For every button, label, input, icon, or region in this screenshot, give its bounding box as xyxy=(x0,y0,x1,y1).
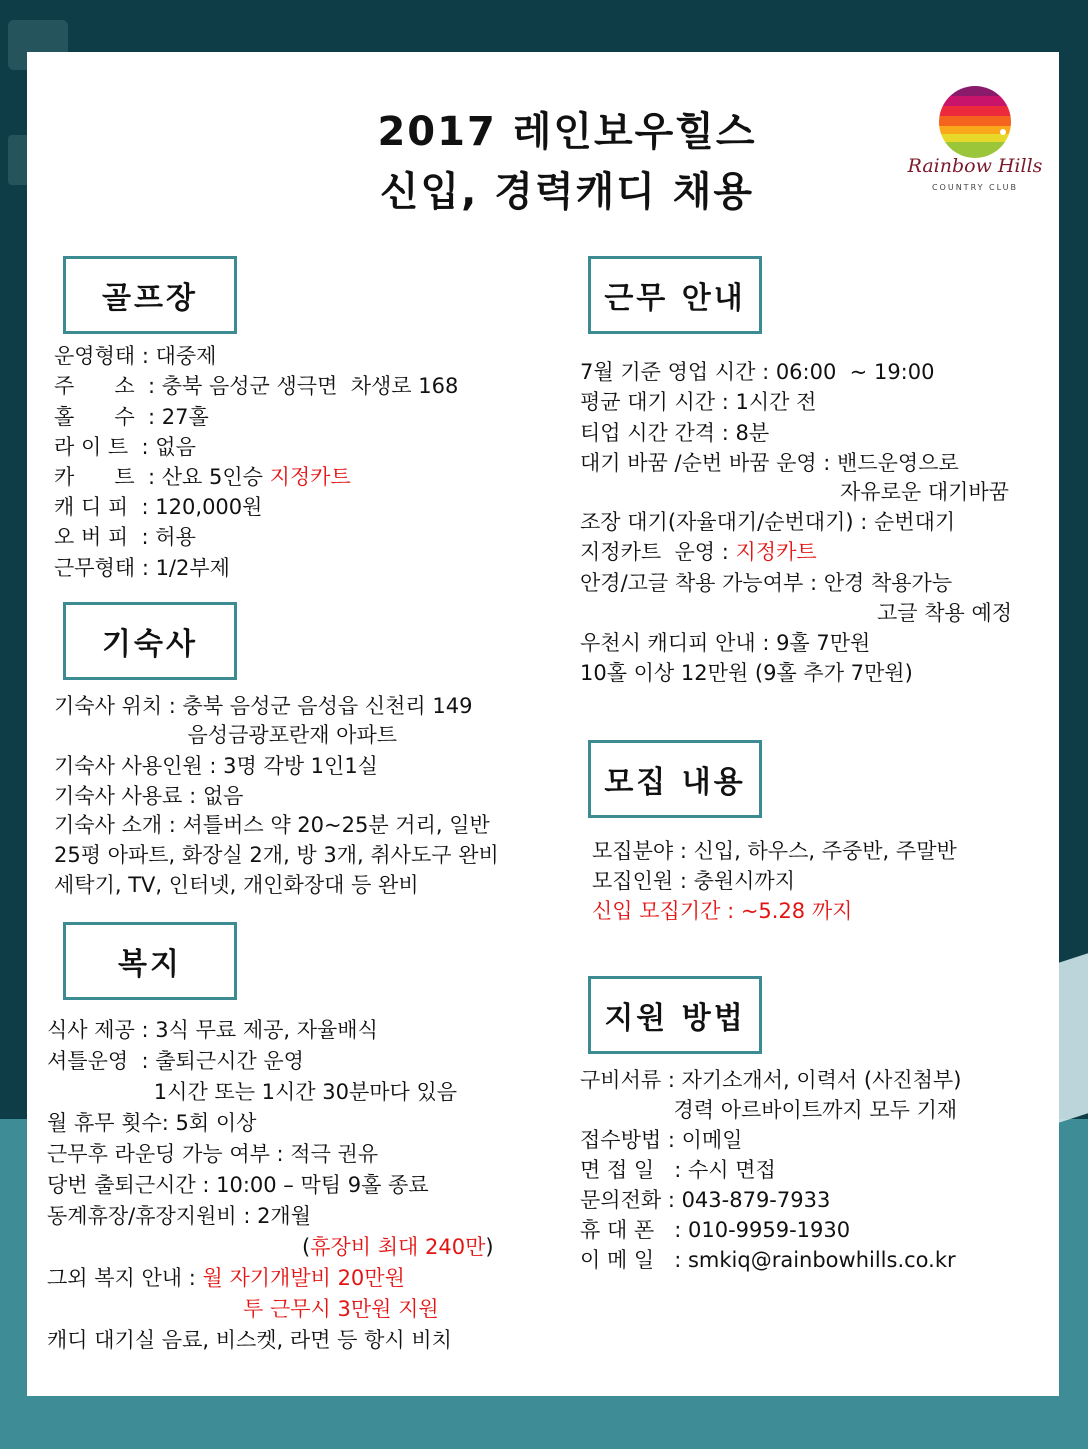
welfare-line: 셔틀운영 : 출퇴근시간 운영 xyxy=(47,1049,304,1073)
welfare-line: 식사 제공 : 3식 무료 제공, 자율배식 xyxy=(47,1018,378,1042)
work-line: 안경/고글 착용 가능여부 : 안경 착용가능 xyxy=(580,571,953,595)
apply-line: 구비서류 : 자기소개서, 이력서 (사진첨부) xyxy=(580,1068,962,1092)
welfare-line: 근무후 라운딩 가능 여부 : 적극 권유 xyxy=(47,1142,379,1166)
work-line: 평균 대기 시간 : 1시간 전 xyxy=(580,390,817,414)
welfare-line: 캐디 대기실 음료, 비스켓, 라면 등 항시 비치 xyxy=(47,1328,452,1352)
golf-line: 캐 디 피 : 120,000원 xyxy=(54,495,263,519)
work-line: 고글 착용 예정 xyxy=(877,601,1013,625)
note-paren: ) xyxy=(485,1235,494,1259)
golf-line: 홀 수 : 27홀 xyxy=(54,405,209,429)
golf-cart-highlight: 지정카트 xyxy=(269,465,351,489)
welfare-line: 1시간 또는 1시간 30분마다 있음 xyxy=(47,1080,458,1104)
welfare-other-label: 그외 복지 안내 : xyxy=(47,1266,203,1290)
recruit-line: 모집분야 : 신입, 하우스, 주중반, 주말반 xyxy=(592,839,957,863)
work-cart-label: 지정카트 운영 : xyxy=(580,540,736,564)
dorm-line: 기숙사 소개 : 셔틀버스 약 20~25분 거리, 일반 xyxy=(54,813,490,837)
apply-line: 휴 대 폰 : 010-9959-1930 xyxy=(580,1218,851,1242)
dorm-line: 기숙사 위치 : 충북 음성군 음성읍 신천리 149 xyxy=(54,694,473,718)
golf-line: 운영형태 : 대중제 xyxy=(54,344,217,368)
recruit-line: 모집인원 : 충원시까지 xyxy=(592,869,795,893)
poster-sheet xyxy=(27,52,1059,1396)
title-line-2: 신입, 경력캐디 채용 xyxy=(379,169,755,215)
golf-cart-text: 카 트 : 산요 5인승 xyxy=(54,465,270,489)
golf-line: 주 소 : 충북 음성군 생극면 차생로 168 xyxy=(54,374,459,398)
work-line: 우천시 캐디피 안내 : 9홀 7만원 xyxy=(580,631,871,655)
dorm-line: 기숙사 사용료 : 없음 xyxy=(54,784,244,808)
work-line-cart xyxy=(580,538,817,566)
section-heading-golf: 골프장 xyxy=(63,256,237,334)
section-heading-dorm: 기숙사 xyxy=(63,602,237,680)
work-line: 7월 기준 영업 시간 : 06:00 ~ 19:00 xyxy=(580,360,935,384)
golf-line: 오 버 피 : 허용 xyxy=(54,525,196,549)
work-cart-red: 지정카트 xyxy=(735,540,817,564)
dorm-line: 기숙사 사용인원 : 3명 각방 1인1실 xyxy=(54,754,378,778)
apply-line: 접수방법 : 이메일 xyxy=(580,1128,743,1152)
welfare-other-red1: 월 자기개발비 20만원 xyxy=(202,1266,405,1290)
logo-name: Rainbow Hills xyxy=(907,155,1043,177)
welfare-note-red: 휴장비 최대 240만 xyxy=(310,1235,486,1259)
work-line: 10홀 이상 12만원 (9홀 추가 7만원) xyxy=(580,661,913,685)
section-heading-work: 근무 안내 xyxy=(588,256,762,334)
title-line-1: 2017 레인보우힐스 xyxy=(377,109,757,155)
work-line: 대기 바꿈 /순번 바꿈 운영 : 밴드운영으로 xyxy=(580,451,959,475)
dorm-line: 세탁기, TV, 인터넷, 개인화장대 등 완비 xyxy=(54,873,419,897)
welfare-line: 당번 출퇴근시간 : 10:00 – 막팀 9홀 종료 xyxy=(47,1173,429,1197)
work-line: 조장 대기(자율대기/순번대기) : 순번대기 xyxy=(580,510,956,534)
golf-line-cart xyxy=(54,463,351,491)
apply-line: 경력 아르바이트까지 모두 기재 xyxy=(580,1098,958,1122)
golf-line: 근무형태 : 1/2부제 xyxy=(54,556,230,580)
work-line: 자유로운 대기바꿈 xyxy=(840,480,1009,504)
welfare-other xyxy=(47,1264,405,1292)
apply-email: 이 메 일 : smkiq@rainbowhills.co.kr xyxy=(580,1248,956,1272)
work-line: 티업 시간 간격 : 8분 xyxy=(580,421,770,445)
note-paren: ( xyxy=(302,1235,311,1259)
logo-subtitle: COUNTRY CLUB xyxy=(931,183,1019,192)
apply-line: 문의전화 : 043-879-7933 xyxy=(580,1188,831,1212)
welfare-note xyxy=(302,1233,494,1261)
section-heading-welfare: 복지 xyxy=(63,922,237,1000)
section-heading-apply: 지원 방법 xyxy=(588,976,762,1054)
dorm-line: 25평 아파트, 화장실 2개, 방 3개, 취사도구 완비 xyxy=(54,843,499,867)
recruit-deadline: 신입 모집기간 : ~5.28 까지 xyxy=(592,899,853,923)
welfare-line: 월 휴무 횟수: 5회 이상 xyxy=(47,1111,257,1135)
apply-line: 면 접 일 : 수시 면접 xyxy=(580,1158,776,1182)
golf-line: 라 이 트 : 없음 xyxy=(54,435,196,459)
welfare-line: 동계휴장/휴장지원비 : 2개월 xyxy=(47,1204,312,1228)
welfare-other-red2: 투 근무시 3만원 지원 xyxy=(243,1297,439,1321)
dorm-line: 음성금광포란재 아파트 xyxy=(54,723,398,747)
section-heading-recruit: 모집 내용 xyxy=(588,740,762,818)
